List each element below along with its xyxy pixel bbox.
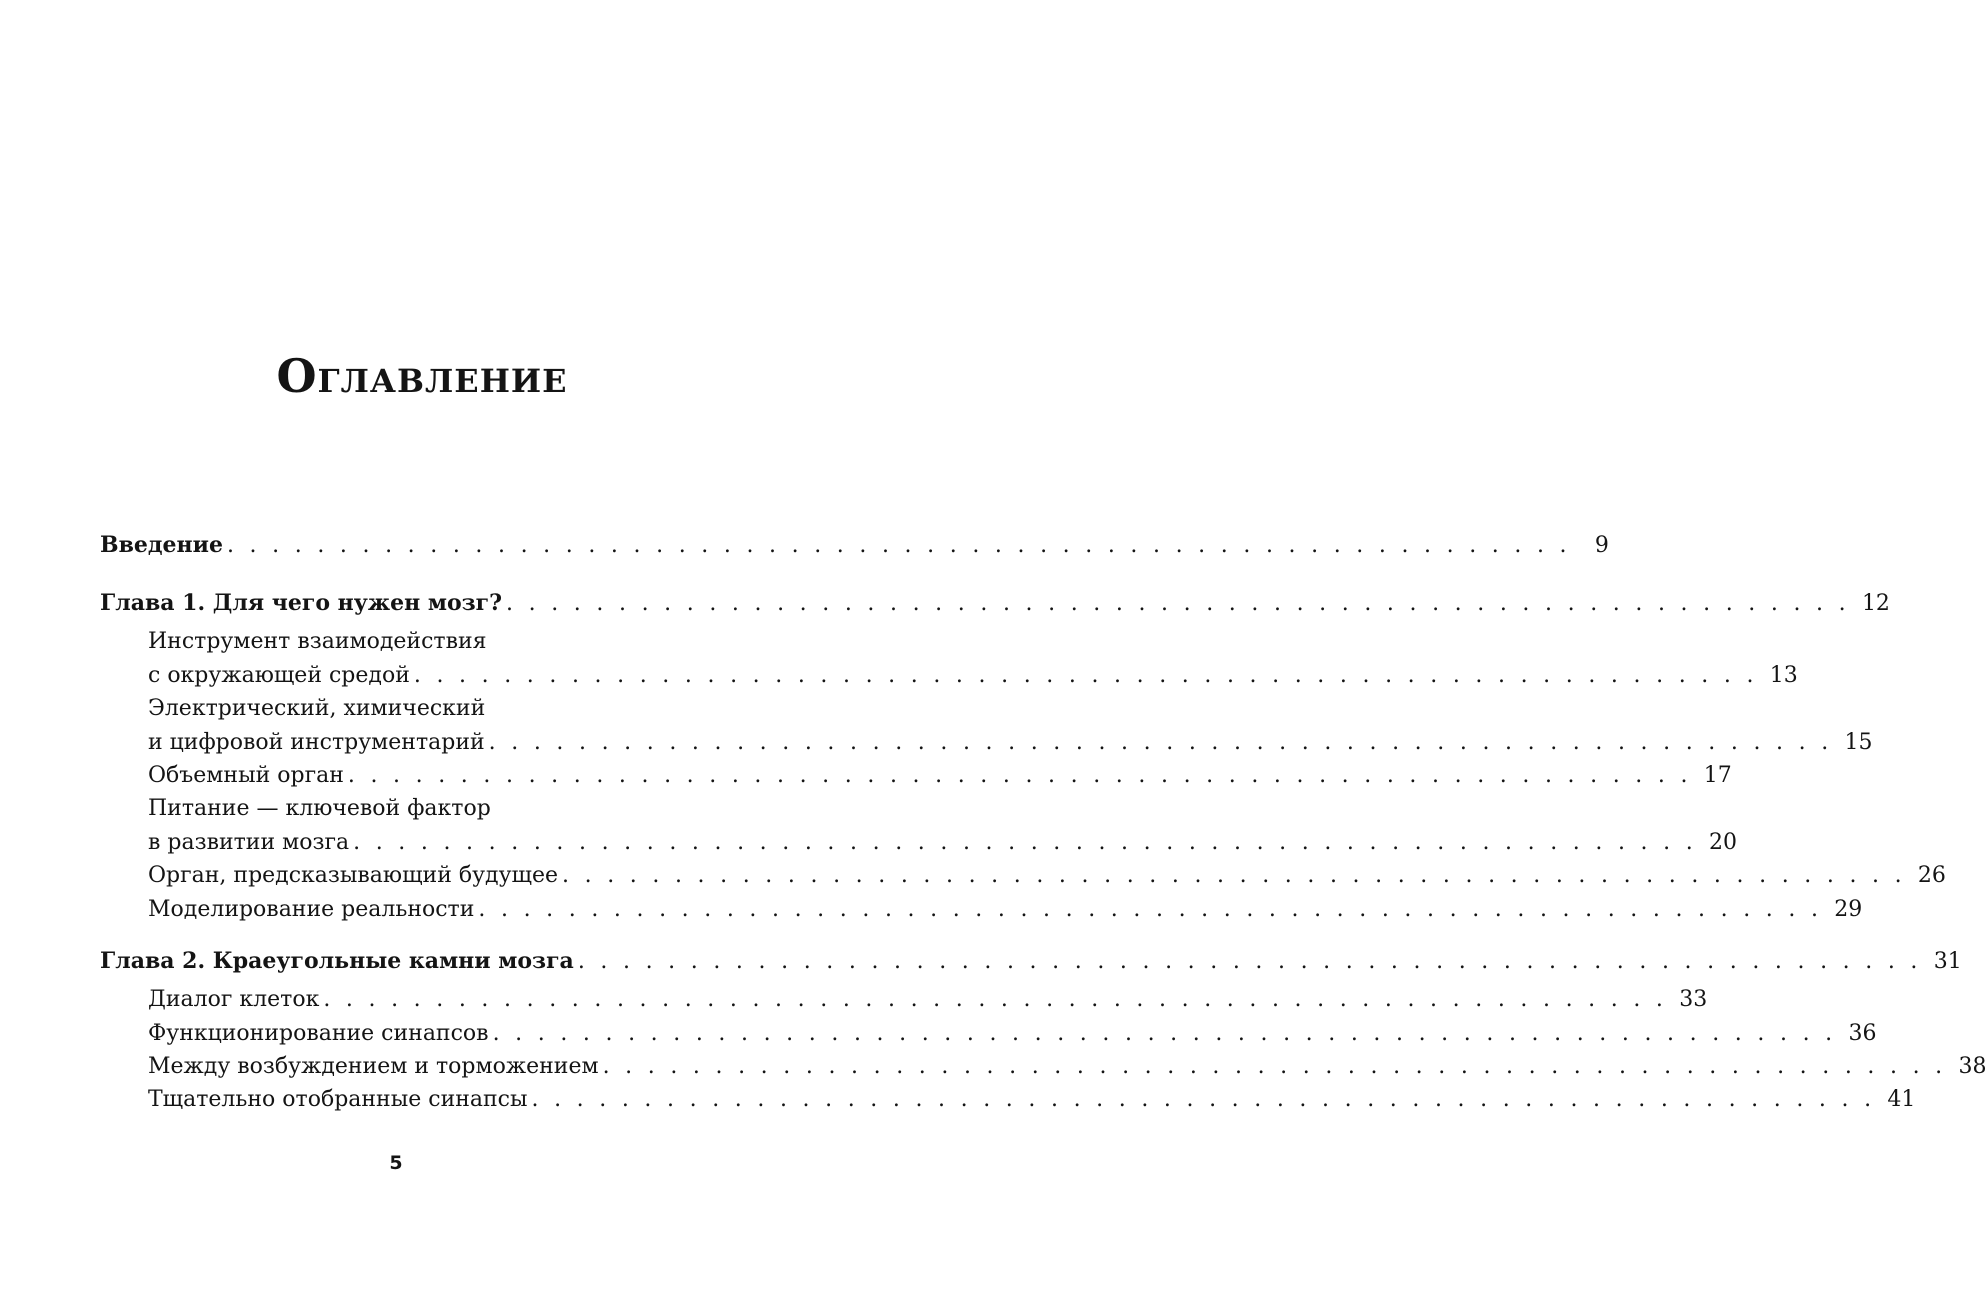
page-number: 5 bbox=[389, 1152, 403, 1174]
toc-page-number: 31 bbox=[1933, 949, 1962, 974]
toc-entry-text: Орган, предсказывающий будущее bbox=[148, 863, 559, 888]
leader-dots: . . . . . . . . . . . . . . . . . . . . . . . . . . . . . . . . . . . . . . . . . . . . . . . . . . . . . . . . . . . . bbox=[531, 1087, 1876, 1112]
toc-entry-line bbox=[148, 625, 686, 659]
toc-entry-section bbox=[148, 759, 1732, 793]
leader-dots: . . . . . . . . . . . . . . . . . . . . . . . . . . . . . . . . . . . . . . . . . . . . . . . . . . . . . . . . . . . . bbox=[323, 987, 1668, 1012]
leader-dots: . . . . . . . . . . . . . . . . . . . . . . . . . . . . . . . . . . . . . . . . . . . . . . . . . . . . . . . . . . . . bbox=[413, 663, 1758, 688]
toc-page-number: 33 bbox=[1679, 987, 1708, 1012]
leader-dots: . . . . . . . . . . . . . . . . . . . . . . . . . . . . . . . . . . . . . . . . . . . . . . . . . . . . . . . . . . . . bbox=[492, 1021, 1837, 1046]
toc-entry-text: Между возбуждением и торможением bbox=[148, 1054, 599, 1079]
toc-entry-text: Глава 1. Для чего нужен мозг? bbox=[100, 590, 503, 616]
toc-entry-text: Моделирование реальности bbox=[148, 897, 475, 922]
toc-entry-line bbox=[148, 792, 686, 826]
toc-entry-chapter-1 bbox=[100, 586, 1890, 620]
toc-entry-text: с окружающей средой bbox=[148, 663, 410, 688]
toc-entry-line bbox=[148, 692, 686, 726]
toc-page-number: 9 bbox=[1594, 533, 1609, 558]
toc-entry-section bbox=[148, 826, 1738, 860]
toc-entry-section bbox=[148, 1050, 1986, 1084]
toc-page-number: 15 bbox=[1844, 730, 1873, 755]
leader-dots: . . . . . . . . . . . . . . . . . . . . . . . . . . . . . . . . . . . . . . . . . . . . . . . . . . . . . . . . . . . . bbox=[353, 830, 1698, 855]
toc-entry-text: Глава 2. Краеугольные камни мозга bbox=[100, 948, 574, 974]
toc-page-number: 13 bbox=[1769, 663, 1798, 688]
toc-entry-section bbox=[148, 726, 1873, 760]
toc-entry-text: Тщательно отобранные синапсы bbox=[148, 1087, 528, 1112]
toc-entry-text: Инструмент взаимодействия bbox=[148, 629, 487, 654]
toc-entry-section bbox=[148, 659, 1798, 693]
page-title: Оглавление bbox=[276, 349, 568, 403]
toc-entry-section bbox=[148, 1083, 1916, 1117]
toc-page-number: 26 bbox=[1917, 863, 1946, 888]
leader-dots: . . . . . . . . . . . . . . . . . . . . . . . . . . . . . . . . . . . . . . . . . . . . . . . . . . . . . . . . . . . . bbox=[577, 949, 1922, 974]
leader-dots: . . . . . . . . . . . . . . . . . . . . . . . . . . . . . . . . . . . . . . . . . . . . . . . . . . . . . . . . . . . . bbox=[478, 897, 1823, 922]
toc-page-number: 38 bbox=[1958, 1054, 1986, 1079]
toc-entry-section bbox=[148, 859, 1946, 893]
toc-page-number: 36 bbox=[1848, 1021, 1877, 1046]
toc-entry-text: и цифровой инструментарий bbox=[148, 730, 485, 755]
toc-entry-chapter-2 bbox=[100, 944, 1962, 978]
toc-entry-text: Функционирование синапсов bbox=[148, 1021, 489, 1046]
toc-entry-introduction bbox=[100, 528, 1609, 562]
toc-entry-section bbox=[148, 893, 1863, 927]
toc-entry-section bbox=[148, 983, 1708, 1017]
toc-page-number: 17 bbox=[1703, 763, 1732, 788]
toc-entry-text: в развитии мозга bbox=[148, 830, 350, 855]
toc-entry-text: Объемный орган bbox=[148, 763, 344, 788]
toc-page-number: 20 bbox=[1709, 830, 1738, 855]
leader-dots: . . . . . . . . . . . . . . . . . . . . . . . . . . . . . . . . . . . . . . . . . . . . . . . . . . . . . . . . . . . . bbox=[602, 1054, 1947, 1079]
toc-entry-text: Электрический, химический bbox=[148, 696, 486, 721]
leader-dots: . . . . . . . . . . . . . . . . . . . . . . . . . . . . . . . . . . . . . . . . . . . . . . . . . . . . . . . . . . . . bbox=[226, 533, 1571, 558]
toc-page-number: 12 bbox=[1861, 591, 1890, 616]
leader-dots: . . . . . . . . . . . . . . . . . . . . . . . . . . . . . . . . . . . . . . . . . . . . . . . . . . . . . . . . . . . . bbox=[562, 863, 1906, 888]
toc-entry-text: Диалог клеток bbox=[148, 987, 320, 1012]
toc-page-number: 41 bbox=[1887, 1087, 1916, 1112]
leader-dots: . . . . . . . . . . . . . . . . . . . . . . . . . . . . . . . . . . . . . . . . . . . . . . . . . . . . . . . . . . . . bbox=[347, 763, 1692, 788]
leader-dots: . . . . . . . . . . . . . . . . . . . . . . . . . . . . . . . . . . . . . . . . . . . . . . . . . . . . . . . . . . . . bbox=[506, 591, 1850, 616]
toc-entry-text: Введение bbox=[100, 532, 223, 558]
toc-entry-text: Питание — ключевой фактор bbox=[148, 796, 491, 821]
leader-dots: . . . . . . . . . . . . . . . . . . . . . . . . . . . . . . . . . . . . . . . . . . . . . . . . . . . . . . . . . . . . bbox=[488, 730, 1833, 755]
toc-entry-section bbox=[148, 1017, 1877, 1051]
toc-page-number: 29 bbox=[1834, 897, 1863, 922]
